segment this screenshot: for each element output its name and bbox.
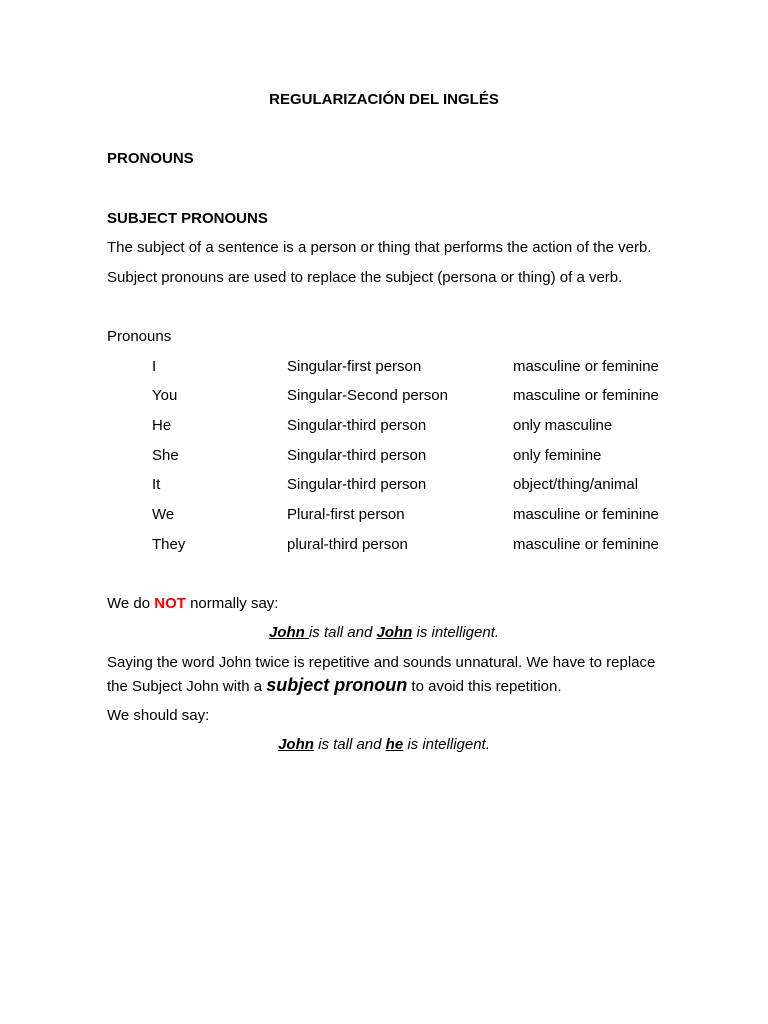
gender-cell: only feminine bbox=[513, 447, 602, 464]
gender-cell: masculine or feminine bbox=[513, 506, 659, 523]
good-example-sentence bbox=[0, 736, 768, 754]
table-row bbox=[0, 387, 768, 405]
example-subject: John bbox=[268, 624, 309, 641]
gender-cell: masculine or feminine bbox=[513, 387, 659, 404]
pronoun-cell: She bbox=[152, 447, 179, 464]
pronoun-cell: I bbox=[152, 358, 157, 375]
gender-cell: only masculine bbox=[513, 417, 613, 434]
table-row bbox=[0, 417, 768, 435]
not-say-line bbox=[107, 595, 278, 613]
intro-paragraph-1: The subject of a sentence is a person or thing that performs the action of the verb. bbox=[107, 239, 652, 256]
example-end: is intelligent. bbox=[403, 736, 490, 753]
explanation-text-end: to avoid this repetition. bbox=[407, 678, 562, 695]
gender-cell: masculine or feminine bbox=[513, 536, 659, 553]
subsection-heading: SUBJECT PRONOUNS bbox=[107, 210, 268, 227]
pronoun-cell: He bbox=[152, 417, 172, 434]
not-say-prefix: We do bbox=[107, 595, 155, 612]
pronoun-cell: They bbox=[152, 536, 186, 553]
number-person-cell: Singular-third person bbox=[287, 447, 427, 464]
number-person-cell: Singular-third person bbox=[287, 476, 427, 493]
table-row bbox=[0, 506, 768, 524]
number-person-cell: Singular-Second person bbox=[287, 387, 448, 404]
subject-pronoun-emphasis: subject pronoun bbox=[266, 675, 408, 695]
example-pronoun: he bbox=[385, 736, 404, 753]
gender-cell: object/thing/animal bbox=[513, 476, 639, 493]
document-title: REGULARIZACIÓN DEL INGLÉS bbox=[269, 91, 499, 108]
example-middle: is tall and bbox=[308, 624, 377, 641]
example-end: is intelligent. bbox=[412, 624, 500, 641]
pronoun-cell: We bbox=[152, 506, 175, 523]
table-row bbox=[0, 447, 768, 465]
number-person-cell: Plural-first person bbox=[287, 506, 405, 523]
pronoun-cell: It bbox=[152, 476, 161, 493]
number-person-cell: Singular-first person bbox=[287, 358, 422, 375]
table-row bbox=[0, 536, 768, 554]
number-person-cell: Singular-third person bbox=[287, 417, 427, 434]
not-emphasis: NOT bbox=[154, 595, 186, 612]
table-caption: Pronouns bbox=[107, 328, 172, 345]
table-row bbox=[0, 476, 768, 494]
should-say-line: We should say: bbox=[107, 707, 210, 724]
number-person-cell: plural-third person bbox=[287, 536, 408, 553]
example-repeated-subject: John bbox=[376, 624, 413, 641]
explanation-text: Saying the word John twice is repetitive and sounds unnatural. We have to replace the Subject John with a bbox=[107, 654, 656, 695]
example-subject: John bbox=[278, 736, 314, 753]
pronoun-cell: You bbox=[152, 387, 178, 404]
table-row bbox=[0, 358, 768, 376]
explanation-paragraph bbox=[107, 652, 667, 698]
section-heading: PRONOUNS bbox=[107, 150, 194, 167]
not-say-suffix: normally say: bbox=[185, 595, 279, 612]
example-middle: is tall and bbox=[313, 736, 386, 753]
gender-cell: masculine or feminine bbox=[513, 358, 659, 375]
bad-example-sentence bbox=[0, 624, 768, 642]
intro-paragraph-2: Subject pronouns are used to replace the subject (persona or thing) of a verb. bbox=[107, 269, 623, 286]
